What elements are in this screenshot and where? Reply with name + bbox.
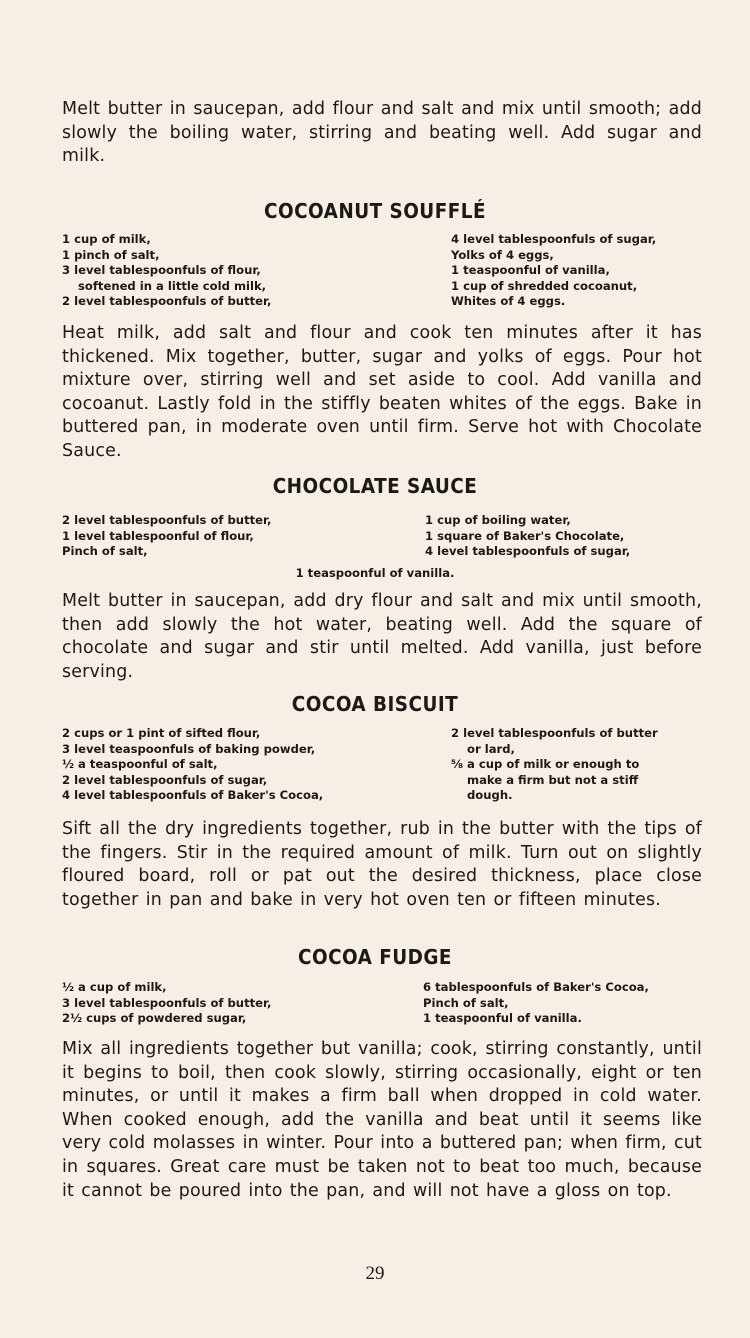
ingredient: 1 square of Baker's Chocolate, [425,528,625,543]
ingredient: make a firm but not a stiff [467,772,639,787]
fudge-title: COCOA FUDGE [298,945,452,969]
ingredient: 1 cup of milk, [62,232,151,246]
ingredient: 3 level teaspoonfuls of baking powder, [62,741,316,756]
fudge-method: Mix all ingredients together but vanilla; cook, stirring constantly, until it begins to boil, then cook slowly, stirring occasionally, eight or ten minutes, or until it makes a firm ball when dropped in cold water. When cooked enough, add the vanilla and beat until it seems like very cold molasses in winter. Pour into a buttered pan; when firm, cut in squares. Great care must be taken not to beat too much, because it cannot be poured into the pan, and will not have a gloss on top. [62,1039,702,1201]
biscuit-ingredients-left [62,726,323,804]
sauce-ingredients-right [425,513,630,560]
sauce-method: Melt butter in saucepan, add dry flour and salt and mix until smooth, then add slowly the hot water, beating well. Add the square of chocolate and sugar and stir until melted. Add vanilla, just before serving. [62,591,702,682]
ingredient: Whites of 4 eggs. [451,294,566,309]
ingredient: Pinch of salt, [423,995,509,1010]
ingredient: 1 cup of boiling water, [425,513,571,527]
souffle-ingredients-right [451,232,656,310]
ingredient: 1 level tablespoonful of flour, [62,528,254,543]
ingredient: 6 tablespoonfuls of Baker's Cocoa, [423,980,649,994]
biscuit-ingredients-right [451,726,658,804]
souffle-method: Heat milk, add salt and flour and cook ten minutes after it has thickened. Mix together, butter, sugar and yolks of eggs. Pour hot mixture over, stirring well and set aside to cool. Add vanilla and cocoanut. Lastly fold in the stiffly beaten whites of the eggs. Bake in buttered pan, in moderate oven until firm. Serve hot with Chocolate Sauce. [62,323,702,461]
ingredient: softened in a little cold milk, [78,278,267,293]
intro-paragraph: Melt butter in saucepan, add flour and salt and mix until smooth; add slowly the boiling water, stirring and beating well. Add sugar and milk. [62,99,702,167]
ingredient: 2½ cups of powdered sugar, [62,1011,247,1026]
ingredient: or lard, [467,741,515,756]
ingredient: 2 cups or 1 pint of sifted flour, [62,726,261,740]
ingredient: Pinch of salt, [62,544,148,559]
sauce-ingredient-vanilla: 1 teaspoonful of vanilla. [295,566,455,580]
ingredient: 2 level tablespoonfuls of butter [451,726,658,740]
ingredient: 1 teaspoonful of vanilla. [423,1011,582,1026]
ingredient: 4 level tablespoonfuls of sugar, [451,232,657,246]
fudge-ingredients-right [423,980,649,1027]
ingredient: 3 level tablespoonfuls of butter, [62,995,272,1010]
ingredient: 1 cup of shredded cocoanut, [451,278,638,293]
ingredient: 4 level tablespoonfuls of Baker's Cocoa, [62,788,324,803]
sauce-title: CHOCOLATE SAUCE [272,474,478,498]
biscuit-method: Sift all the dry ingredients together, rub in the butter with the tips of the fingers. Stir in the required amount of milk. Turn out on slightly floured board, roll or pat out the desired thickness, place close together in pan and bake in very hot oven ten or fifteen minutes. [62,819,702,910]
ingredient: 1 teaspoonful of vanilla, [451,263,610,278]
page-number: 29 [365,1263,385,1284]
ingredient: 2 level tablespoonfuls of sugar, [62,772,268,787]
ingredient: 2 level tablespoonfuls of butter, [62,513,272,527]
fudge-ingredients-left [62,980,271,1027]
ingredient: 2 level tablespoonfuls of butter, [62,294,272,309]
ingredient: ⅝ a cup of milk or enough to [451,757,640,772]
ingredient: 4 level tablespoonfuls of sugar, [425,544,631,559]
souffle-title: COCOANUT SOUFFLÉ [264,199,486,223]
ingredient: ½ a teaspoonful of salt, [62,757,218,772]
ingredient: Yolks of 4 eggs, [451,247,554,262]
biscuit-title: COCOA BISCUIT [291,692,459,716]
ingredient: ½ a cup of milk, [62,980,167,994]
ingredient: 1 pinch of salt, [62,247,160,262]
souffle-ingredients-left [62,232,271,310]
ingredient: dough. [467,788,513,803]
sauce-ingredients-left [62,513,271,560]
ingredient: 3 level tablespoonfuls of flour, [62,263,261,278]
